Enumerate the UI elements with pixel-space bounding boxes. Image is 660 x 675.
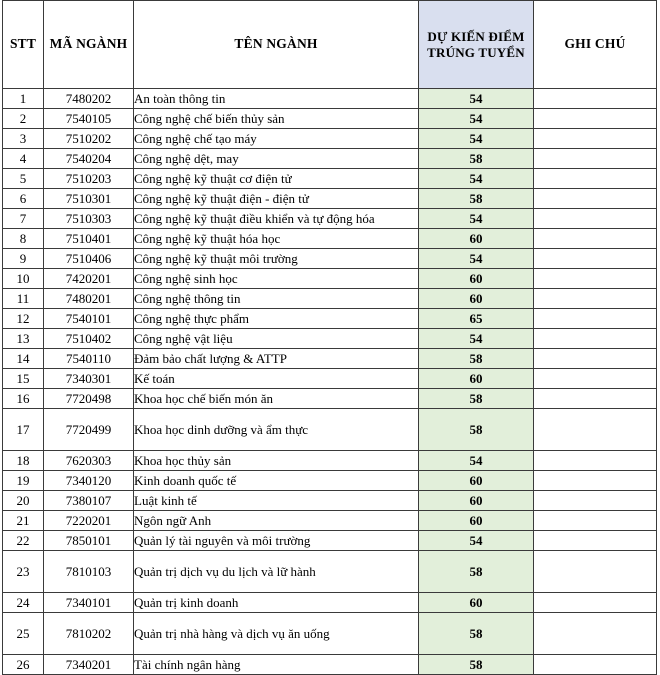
cell-major-code: 7340101 — [44, 593, 134, 613]
cell-note — [534, 389, 657, 409]
cell-major-name: Công nghệ chế tạo máy — [134, 129, 419, 149]
cell-note — [534, 149, 657, 169]
cell-expected-score: 58 — [419, 613, 534, 655]
table-row — [3, 451, 657, 471]
cell-major-name: Công nghệ kỹ thuật điện - điện tử — [134, 189, 419, 209]
cell-stt: 15 — [3, 369, 44, 389]
cell-major-name: Kế toán — [134, 369, 419, 389]
table-row — [3, 329, 657, 349]
cell-stt: 19 — [3, 471, 44, 491]
cell-major-name: Công nghệ kỹ thuật cơ điện tử — [134, 169, 419, 189]
cell-major-code: 7510202 — [44, 129, 134, 149]
cell-major-name: Đảm bảo chất lượng & ATTP — [134, 349, 419, 369]
cell-note — [534, 249, 657, 269]
cell-expected-score: 60 — [419, 289, 534, 309]
cell-stt: 23 — [3, 551, 44, 593]
cell-expected-score: 54 — [419, 89, 534, 109]
cell-note — [534, 471, 657, 491]
cell-major-code: 7720499 — [44, 409, 134, 451]
cell-expected-score: 58 — [419, 655, 534, 675]
cell-major-code: 7220201 — [44, 511, 134, 531]
cell-major-code: 7720498 — [44, 389, 134, 409]
cell-note — [534, 109, 657, 129]
cell-major-name: Quản trị kinh doanh — [134, 593, 419, 613]
cell-note — [534, 129, 657, 149]
table-row — [3, 613, 657, 655]
cell-note — [534, 409, 657, 451]
cell-expected-score: 60 — [419, 369, 534, 389]
cell-major-name: Công nghệ sinh học — [134, 269, 419, 289]
cell-expected-score: 60 — [419, 471, 534, 491]
cell-major-code: 7810103 — [44, 551, 134, 593]
cell-major-name: Kinh doanh quốc tế — [134, 471, 419, 491]
admission-scores-table — [2, 0, 657, 675]
cell-expected-score: 54 — [419, 169, 534, 189]
cell-stt: 8 — [3, 229, 44, 249]
table-header — [3, 1, 657, 89]
cell-expected-score: 58 — [419, 349, 534, 369]
cell-expected-score: 58 — [419, 389, 534, 409]
table-row — [3, 389, 657, 409]
cell-stt: 11 — [3, 289, 44, 309]
cell-major-name: Công nghệ chế biến thủy sản — [134, 109, 419, 129]
table-row — [3, 531, 657, 551]
column-header-note: GHI CHÚ — [534, 1, 657, 89]
table-row — [3, 551, 657, 593]
table-row — [3, 209, 657, 229]
cell-note — [534, 531, 657, 551]
cell-major-name: Công nghệ kỹ thuật hóa học — [134, 229, 419, 249]
column-header-stt: STT — [3, 1, 44, 89]
cell-expected-score: 54 — [419, 109, 534, 129]
cell-stt: 22 — [3, 531, 44, 551]
cell-expected-score: 60 — [419, 229, 534, 249]
cell-major-name: Công nghệ kỹ thuật môi trường — [134, 249, 419, 269]
cell-note — [534, 189, 657, 209]
cell-stt: 14 — [3, 349, 44, 369]
cell-stt: 24 — [3, 593, 44, 613]
cell-stt: 10 — [3, 269, 44, 289]
cell-major-code: 7340201 — [44, 655, 134, 675]
cell-stt: 9 — [3, 249, 44, 269]
cell-stt: 18 — [3, 451, 44, 471]
cell-expected-score: 58 — [419, 149, 534, 169]
table-row — [3, 369, 657, 389]
column-header-expected-score — [419, 1, 534, 89]
table-row — [3, 229, 657, 249]
table-row — [3, 655, 657, 675]
cell-stt: 25 — [3, 613, 44, 655]
table-row — [3, 471, 657, 491]
cell-stt: 12 — [3, 309, 44, 329]
cell-major-code: 7480202 — [44, 89, 134, 109]
cell-major-code: 7480201 — [44, 289, 134, 309]
cell-expected-score: 54 — [419, 129, 534, 149]
cell-expected-score: 58 — [419, 551, 534, 593]
table-row — [3, 89, 657, 109]
cell-stt: 3 — [3, 129, 44, 149]
cell-stt: 5 — [3, 169, 44, 189]
cell-note — [534, 309, 657, 329]
cell-major-name: Khoa học chế biến món ăn — [134, 389, 419, 409]
cell-major-code: 7540105 — [44, 109, 134, 129]
cell-major-name: Ngôn ngữ Anh — [134, 511, 419, 531]
cell-stt: 4 — [3, 149, 44, 169]
cell-major-name: Quản trị nhà hàng và dịch vụ ăn uống — [134, 613, 419, 655]
cell-note — [534, 593, 657, 613]
table-row — [3, 249, 657, 269]
cell-note — [534, 349, 657, 369]
table-row — [3, 269, 657, 289]
cell-major-name: Công nghệ kỹ thuật điều khiển và tự động hóa — [134, 209, 419, 229]
cell-major-code: 7510301 — [44, 189, 134, 209]
cell-stt: 21 — [3, 511, 44, 531]
cell-major-name: Công nghệ dệt, may — [134, 149, 419, 169]
cell-major-code: 7420201 — [44, 269, 134, 289]
cell-note — [534, 491, 657, 511]
cell-major-name: Công nghệ vật liệu — [134, 329, 419, 349]
cell-major-name: Công nghệ thực phẩm — [134, 309, 419, 329]
cell-major-code: 7510402 — [44, 329, 134, 349]
cell-stt: 16 — [3, 389, 44, 409]
cell-expected-score: 54 — [419, 531, 534, 551]
cell-note — [534, 289, 657, 309]
cell-major-code: 7540204 — [44, 149, 134, 169]
cell-stt: 20 — [3, 491, 44, 511]
cell-major-code: 7510203 — [44, 169, 134, 189]
cell-major-code: 7540110 — [44, 349, 134, 369]
cell-note — [534, 451, 657, 471]
cell-expected-score: 60 — [419, 593, 534, 613]
cell-note — [534, 613, 657, 655]
cell-note — [534, 229, 657, 249]
cell-expected-score: 54 — [419, 209, 534, 229]
cell-stt: 17 — [3, 409, 44, 451]
cell-note — [534, 89, 657, 109]
cell-major-name: Quản trị dịch vụ du lịch và lữ hành — [134, 551, 419, 593]
table-row — [3, 511, 657, 531]
table-row — [3, 109, 657, 129]
table-row — [3, 593, 657, 613]
cell-expected-score: 58 — [419, 189, 534, 209]
table-row — [3, 309, 657, 329]
column-header-expected-score-line1: DỰ KIẾN ĐIỂM — [427, 28, 525, 44]
cell-major-name: Khoa học thủy sản — [134, 451, 419, 471]
table-row — [3, 189, 657, 209]
table-row — [3, 129, 657, 149]
cell-note — [534, 551, 657, 593]
cell-major-name: Quản lý tài nguyên và môi trường — [134, 531, 419, 551]
table-row — [3, 349, 657, 369]
cell-expected-score: 54 — [419, 249, 534, 269]
cell-note — [534, 329, 657, 349]
cell-note — [534, 169, 657, 189]
cell-stt: 26 — [3, 655, 44, 675]
column-header-major-code: MÃ NGÀNH — [44, 1, 134, 89]
table-row — [3, 289, 657, 309]
cell-major-code: 7620303 — [44, 451, 134, 471]
cell-major-code: 7510303 — [44, 209, 134, 229]
cell-note — [534, 369, 657, 389]
cell-expected-score: 60 — [419, 269, 534, 289]
table-row — [3, 169, 657, 189]
cell-stt: 2 — [3, 109, 44, 129]
cell-major-code: 7540101 — [44, 309, 134, 329]
cell-major-code: 7850101 — [44, 531, 134, 551]
cell-major-name: Tài chính ngân hàng — [134, 655, 419, 675]
cell-stt: 7 — [3, 209, 44, 229]
cell-major-name: Công nghệ thông tin — [134, 289, 419, 309]
cell-note — [534, 269, 657, 289]
cell-expected-score: 60 — [419, 511, 534, 531]
cell-note — [534, 655, 657, 675]
cell-expected-score: 58 — [419, 409, 534, 451]
cell-major-code: 7510401 — [44, 229, 134, 249]
cell-major-code: 7340301 — [44, 369, 134, 389]
cell-major-name: Luật kinh tế — [134, 491, 419, 511]
table-row — [3, 491, 657, 511]
table-body — [3, 89, 657, 675]
cell-major-code: 7340120 — [44, 471, 134, 491]
column-header-major-name: TÊN NGÀNH — [134, 1, 419, 89]
cell-stt: 6 — [3, 189, 44, 209]
cell-note — [534, 511, 657, 531]
table-row — [3, 149, 657, 169]
cell-expected-score: 54 — [419, 451, 534, 471]
cell-major-code: 7810202 — [44, 613, 134, 655]
column-header-expected-score-line2: TRÚNG TUYỂN — [427, 44, 525, 60]
cell-note — [534, 209, 657, 229]
cell-major-name: Khoa học dinh dưỡng và ẩm thực — [134, 409, 419, 451]
cell-stt: 13 — [3, 329, 44, 349]
cell-major-code: 7510406 — [44, 249, 134, 269]
table-row — [3, 409, 657, 451]
cell-expected-score: 65 — [419, 309, 534, 329]
cell-expected-score: 60 — [419, 491, 534, 511]
cell-major-name: An toàn thông tin — [134, 89, 419, 109]
cell-expected-score: 54 — [419, 329, 534, 349]
header-row — [3, 1, 657, 89]
cell-major-code: 7380107 — [44, 491, 134, 511]
cell-stt: 1 — [3, 89, 44, 109]
